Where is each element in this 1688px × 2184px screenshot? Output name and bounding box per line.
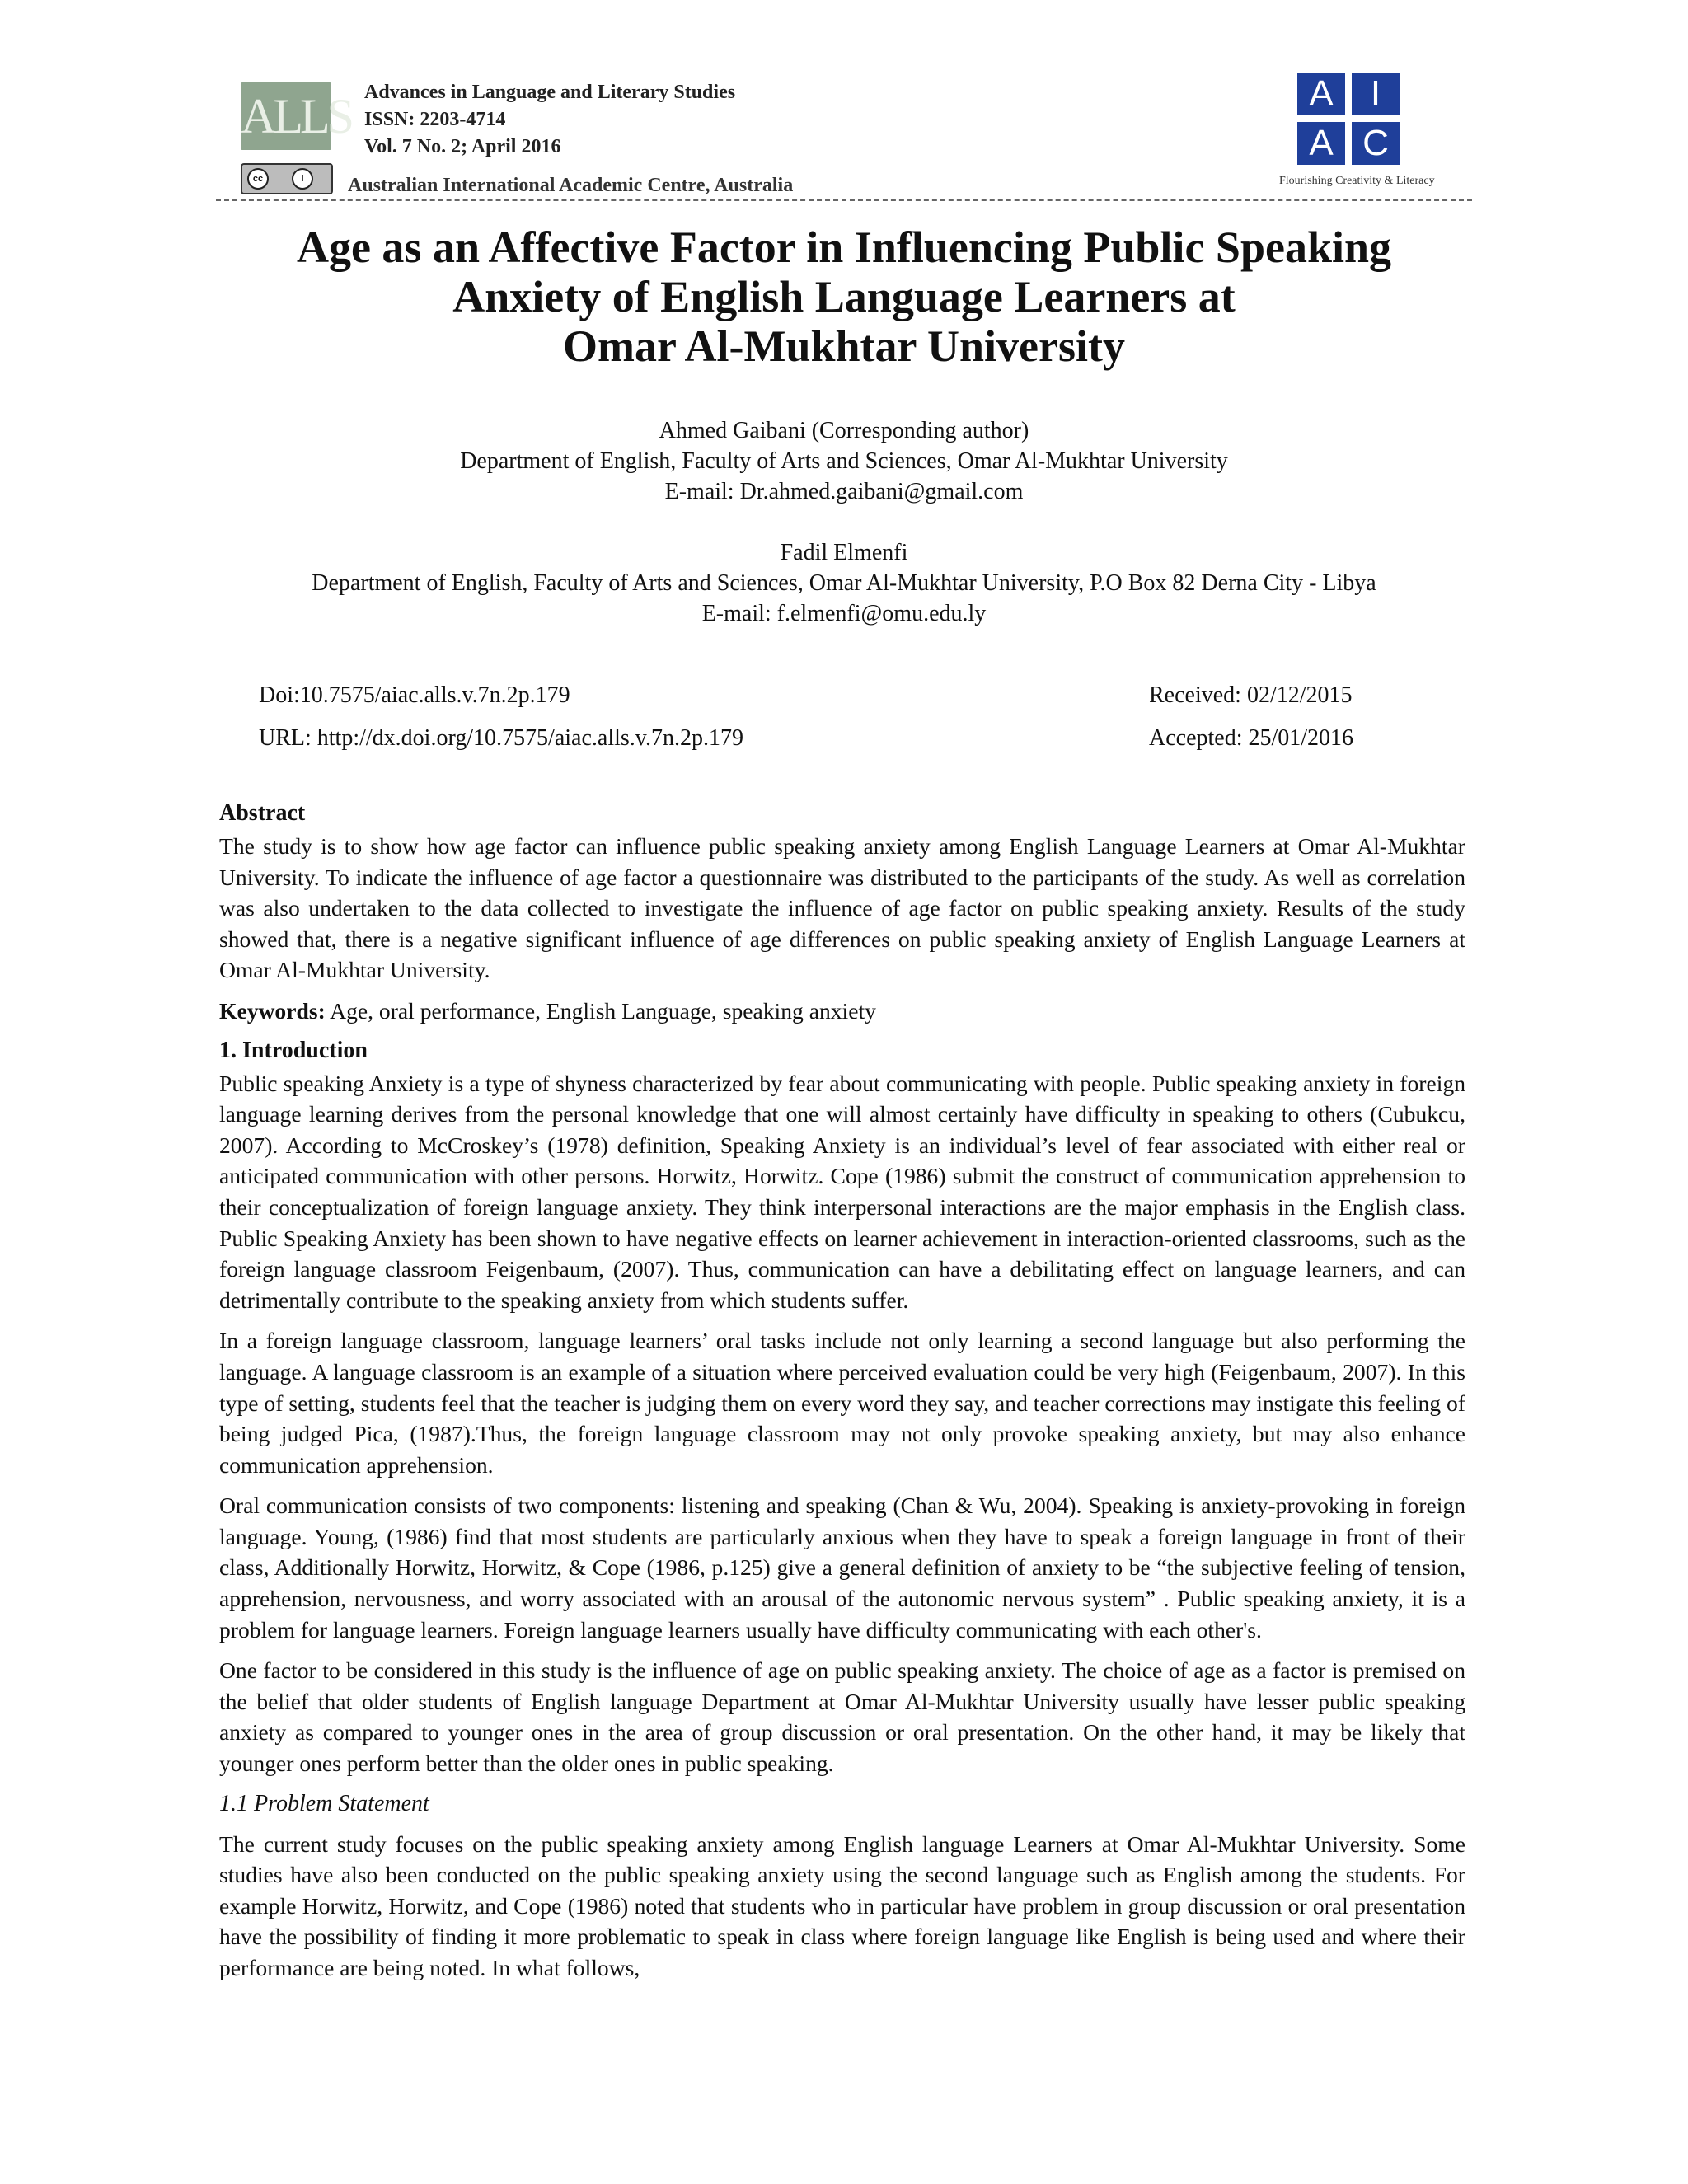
received-date: Received: 02/12/2015 [1149, 682, 1353, 708]
author-affiliation: Department of English, Faculty of Arts and Sciences, Omar Al-Mukhtar University [460, 448, 1228, 474]
aiac-logo-letter: C [1352, 122, 1400, 165]
paragraph: The current study focuses on the public speaking anxiety among English language Learners at Omar Al-Mukhtar University. Some studies have also been conducted on the public speaking anxiety using the second language such as English among the students. For example Horwitz, Horwitz, and Cope (1986) noted that students who in particular have problem in group discussion or oral presentation have the possibility of finding it more problematic to speak in class where foreign language like English is being used and where their performance are being noted. In what follows, [219, 1830, 1465, 1980]
journal-header [216, 73, 1472, 198]
aiac-logo [1297, 73, 1403, 168]
title-line: Age as an Affective Factor in Influencing Public Speaking [296, 223, 1392, 272]
article-dates [1149, 674, 1353, 760]
keywords [219, 996, 1465, 1027]
alls-logo: ALLS [241, 82, 331, 150]
aiac-logo-letter: A [1297, 73, 1345, 115]
author-name: Fadil Elmenfi [780, 540, 908, 565]
section-heading: 1. Introduction [219, 1037, 368, 1063]
journal-issn: ISSN: 2203-4714 [364, 109, 506, 130]
title-line: Anxiety of English Language Learners at [452, 272, 1236, 321]
author-block [165, 415, 1523, 629]
publisher-name: Australian International Academic Centre, Australia [348, 175, 794, 196]
keywords-label: Keywords: [219, 997, 326, 1024]
journal-info [364, 79, 735, 161]
doi-url[interactable]: URL: http://dx.doi.org/10.7575/aiac.alls.v.7n.2p.179 [259, 725, 743, 751]
doi[interactable]: Doi:10.7575/aiac.alls.v.7n.2p.179 [259, 682, 570, 708]
author-name: Ahmed Gaibani (Corresponding author) [659, 418, 1029, 443]
aiac-tagline: Flourishing Creativity & Literacy [1279, 175, 1435, 187]
creative-commons-badge [241, 163, 333, 194]
aiac-logo-letter: I [1352, 73, 1400, 115]
by-icon: i [292, 168, 313, 190]
aiac-logo-letter: A [1297, 122, 1345, 165]
header-divider [216, 199, 1472, 201]
paragraph: Oral communication consists of two components: listening and speaking (Chan & Wu, 2004). Speaking is anxiety-provoking in foreign language. Young, (1986) find that most students are particularly anxious when they have to speak a foreign language in front of their class, Additionally Horwitz, Horwitz, & Cope (1986, p.125) give a general definition of anxiety to be “the subjective feeling of tension, apprehension, nervousness, and worry associated with an arousal of the autonomic nervous system” . Public speaking anxiety, it is a problem for language learners. Foreign language learners usually have difficulty communicating with each other's. [219, 1493, 1465, 1643]
journal-volume: Vol. 7 No. 2; April 2016 [364, 136, 561, 157]
cc-icon: cc [247, 168, 269, 190]
title-line: Omar Al-Mukhtar University [563, 321, 1125, 371]
keywords-text: Age, oral performance, English Language, speaking anxiety [325, 997, 876, 1024]
abstract-heading: Abstract [219, 800, 306, 826]
article-body [219, 798, 1465, 1994]
paragraph: One factor to be considered in this study is the influence of age on public speaking anxiety. The choice of age as a factor is premised on the belief that older students of English language Department at Omar Al-Mukhtar University usually have lesser public speaking anxiety as compared to younger ones in the area of group discussion or oral presentation. On the other hand, it may be likely that younger ones perform better than the older ones in public speaking. [219, 1657, 1465, 1777]
paragraph: In a foreign language classroom, language learners’ oral tasks include not only learning a second language but also performing the language. A language classroom is an example of a situation where perceived evaluation could be very high (Feigenbaum, 2007). In this type of setting, students feel that the teacher is judging them on every word they say, and teacher corrections may instigate this feeling of being judged Pica, (1987).Thus, the foreign language classroom may not only provoke speaking anxiety, but may also enhance communication apprehension. [219, 1328, 1465, 1478]
author-email[interactable]: E-mail: f.elmenfi@omu.edu.ly [701, 601, 987, 626]
subsection-heading: 1.1 Problem Statement [219, 1790, 429, 1816]
accepted-date: Accepted: 25/01/2016 [1149, 725, 1354, 751]
author-affiliation: Department of English, Faculty of Arts and Sciences, Omar Al-Mukhtar University, P.O Box 82 Derna City - Libya [312, 570, 1376, 596]
journal-name: Advances in Language and Literary Studies [364, 82, 736, 103]
paper-title [165, 223, 1523, 371]
article-identifiers [259, 674, 743, 760]
abstract-text: The study is to show how age factor can influence public speaking anxiety among English Language Learners at Omar Al-Mukhtar University. To indicate the influence of age factor a questionnaire was distributed to the participants of the study. As well as correlation was also undertaken to the data collected to investigate the influence of age factor on public speaking anxiety. Results of the study showed that, there is a negative significant influence of age differences on public speaking anxiety of English Language Learners at Omar Al-Mukhtar University. [219, 833, 1465, 983]
paragraph: Public speaking Anxiety is a type of shyness characterized by fear about communicating with people. Public speaking anxiety in foreign language learning derives from the personal knowledge that one will almost certainly have difficulty in speaking to others (Cubukcu, 2007). According to McCroskey’s (1978) definition, Speaking Anxiety is an individual’s level of fear associated with either real or anticipated communication with other persons. Horwitz, Horwitz. Cope (1986) submit the construct of communication apprehension to their conceptualization of foreign language anxiety. They think interpersonal interactions are the major emphasis in the English class. Public Speaking Anxiety has been shown to have negative effects on learner achievement in interaction-oriented classrooms, such as the foreign language classroom Feigenbaum, (2007). Thus, communication can have a debilitating effect on language learners, and can detrimentally contribute to the speaking anxiety from which students suffer. [219, 1070, 1465, 1313]
author-email[interactable]: E-mail: Dr.ahmed.gaibani@gmail.com [664, 479, 1024, 504]
